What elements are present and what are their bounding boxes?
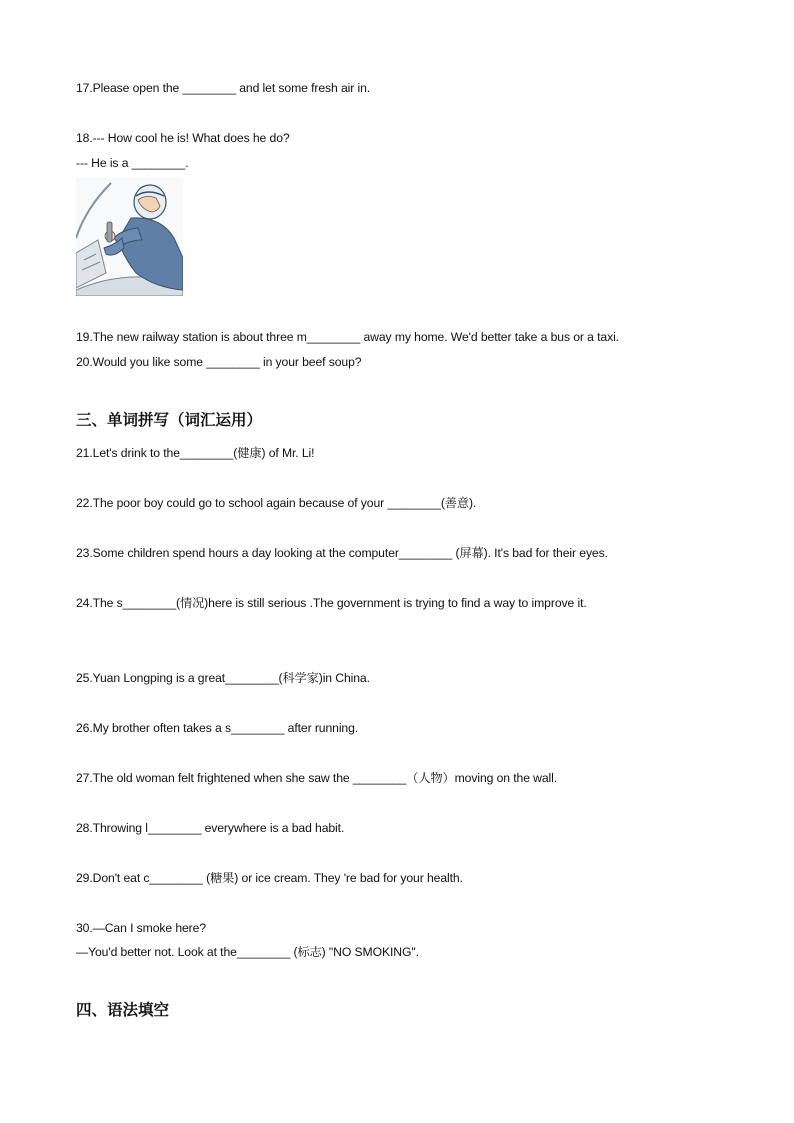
question-18-line-1: 18.--- How cool he is! What does he do? (76, 131, 290, 145)
section-3-heading: 三、单词拼写（词汇运用） (76, 411, 263, 429)
question-17: 17.Please open the ________ and let some fresh air in. (76, 81, 371, 95)
question-18-line-2: --- He is a ________. (76, 156, 189, 170)
pilot-illustration (76, 178, 183, 296)
question-23: 23.Some children spend hours a day looking at the computer________ (屏幕). It's bad for their eyes. (76, 546, 608, 560)
question-25: 25.Yuan Longping is a great________(科学家)in China. (76, 671, 370, 685)
question-27: 27.The old woman felt frightened when she saw the ________（人物）moving on the wall. (76, 771, 558, 785)
question-30-line-1: 30.—Can I smoke here? (76, 921, 206, 935)
question-19: 19.The new railway station is about three m________ away my home. We'd better take a bus or a taxi. (76, 330, 619, 344)
question-29: 29.Don't eat c________ (糖果) or ice cream. They 're bad for your health. (76, 871, 463, 885)
question-28: 28.Throwing l________ everywhere is a bad habit. (76, 821, 345, 835)
question-24: 24.The s________(情况)here is still serious .The government is trying to find a way to improve it. (76, 596, 587, 610)
question-22: 22.The poor boy could go to school again because of your ________(善意). (76, 496, 477, 510)
section-4-heading: 四、语法填空 (76, 1001, 170, 1019)
question-26: 26.My brother often takes a s________ after running. (76, 721, 359, 735)
question-30-line-2: —You'd better not. Look at the________ (标志) "NO SMOKING". (76, 945, 419, 959)
question-21: 21.Let's drink to the________(健康) of Mr. Li! (76, 446, 315, 460)
question-20: 20.Would you like some ________ in your beef soup? (76, 355, 362, 369)
